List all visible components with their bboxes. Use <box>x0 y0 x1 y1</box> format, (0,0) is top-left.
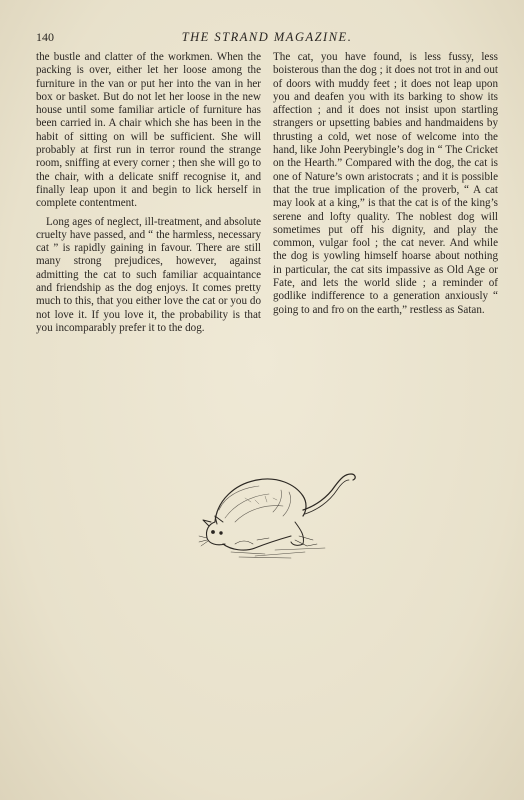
page-header <box>36 30 498 46</box>
page-number: 140 <box>36 30 54 44</box>
paragraph: Long ages of neglect, ill-treatment, and absolute cruelty have passed, and “ the harmless, necessary cat ” is rapidly gaining in favour. There are still many strong prejudices, however, against admitting the cat to such familiar acquaintance and friendship as the dog enjoys. It comes pretty much to this, that you either love the cat or you do not love it. If you love it, the probability is that you incomparably prefer it to the dog. <box>36 215 261 334</box>
cat-sketch-icon <box>195 440 375 560</box>
paragraph: the bustle and clatter of the workmen. When the packing is over, either let her loose among the furniture in the van or put her into the van in her box or basket. But do not let her loose in the new house until some familiar article of furniture has been carried in. A chair which she has been in the habit of sitting on will be sufficient. She will probably at first run in terror round the strange room, sniffing at every corner ; then she will go to the chair, with a delicate sniff recognise it, and finally leap upon it and begin to lick herself in complete contentment. <box>36 51 261 210</box>
right-column <box>273 51 498 317</box>
left-column <box>36 51 261 335</box>
running-title: THE STRAND MAGAZINE. <box>181 30 353 44</box>
paragraph: The cat, you have found, is less fussy, less boisterous than the dog ; it does not trot in and out of doors with muddy feet ; it does not leap upon you and deafen you with its barking to show its affection ; and it does not insist upon startling strangers or upsetting babies and handmaidens by thrusting a cold, wet nose of welcome into the hand, like John Peerybingle’s dog in “ The Cricket on the Hearth.” Compared with the dog, the cat is one of Nature’s own aristocrats ; and it is possible that the true implication of the proverb, “ A cat may look at a king,” is that the cat is of the king’s serene and lofty quality. The noblest dog will sometimes put off his dignity, and play the common, vulgar fool ; the cat never. And while the dog is yowling himself hoarse about nothing in particular, the cat sits impassive as Old Age or Fate, and lets the world slide ; a reminder of godlike indifference to a generation anxiously “ going to and fro on the earth,” restless as Satan. <box>273 51 498 316</box>
